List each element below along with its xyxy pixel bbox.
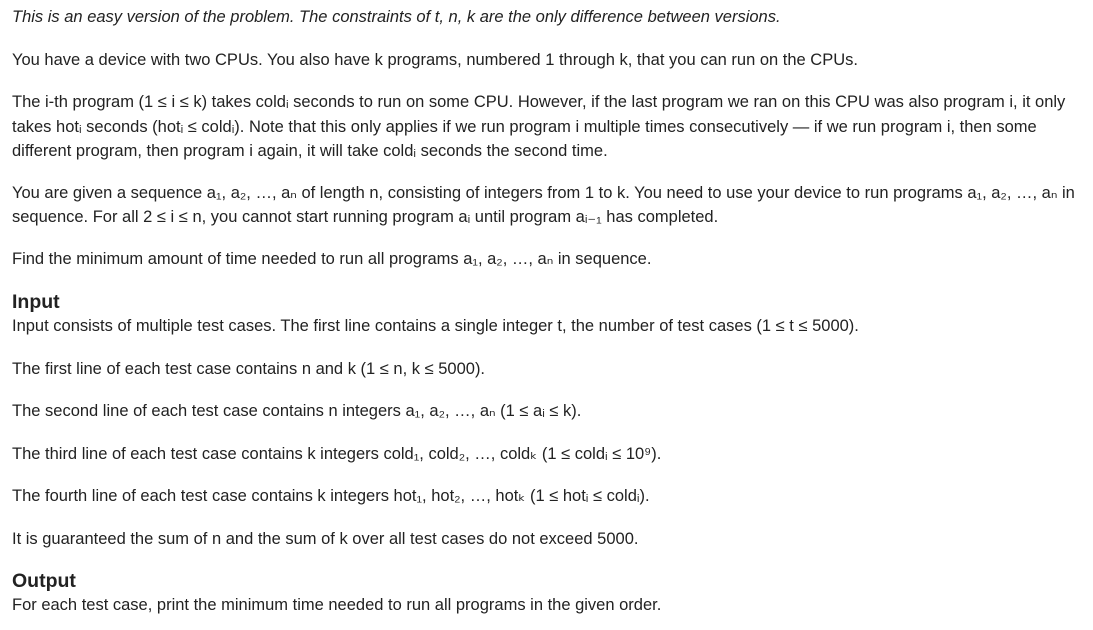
input-heading: Input	[12, 291, 60, 313]
input-line-n-k: The first line of each test case contains n and k (1 ≤ n, k ≤ 5000).	[12, 359, 486, 378]
hot-cold-paragraph: The i-th program (1 ≤ i ≤ k) takes coldᵢ seconds to run on some CPU. However, if the last program we ran on this CPU was also program i, it only takes hotᵢ seconds (hotᵢ ≤ coldᵢ). Note that this only applies if we run program i multiple times consecutively — if we run program i, then some different program, then program i again, it will take coldᵢ seconds the second time.	[12, 93, 1066, 160]
intro-paragraph: You have a device with two CPUs. You also have k programs, numbered 1 through k, that you can run on the CPUs.	[12, 50, 858, 69]
version-note: This is an easy version of the problem. The constraints of t, n, k are the only difference between versions.	[12, 8, 781, 26]
input-line-cold: The third line of each test case contains k integers cold₁, cold₂, …, coldₖ (1 ≤ coldᵢ ≤ 10⁹).	[12, 444, 662, 463]
task-paragraph: Find the minimum amount of time needed to run all programs a₁, a₂, …, aₙ in sequence.	[12, 249, 652, 268]
input-line-test-cases: Input consists of multiple test cases. The first line contains a single integer t, the number of test cases (1 ≤ t ≤ 5000).	[12, 317, 859, 335]
output-line: For each test case, print the minimum time needed to run all programs in the given order.	[12, 596, 662, 614]
input-line-sequence: The second line of each test case contains n integers a₁, a₂, …, aₙ (1 ≤ aᵢ ≤ k).	[12, 402, 582, 420]
output-heading: Output	[12, 570, 76, 592]
input-line-guarantee: It is guaranteed the sum of n and the sum of k over all test cases do not exceed 5000.	[12, 529, 639, 548]
problem-statement	[0, 5, 1093, 630]
sequence-paragraph: You are given a sequence a₁, a₂, …, aₙ of length n, consisting of integers from 1 to k. You need to use your device to run programs a₁, a₂, …, aₙ in sequence. For all 2 ≤ i ≤ n, you cannot start running program aᵢ until program aᵢ₋₁ has completed.	[12, 183, 1075, 226]
input-line-hot: The fourth line of each test case contains k integers hot₁, hot₂, …, hotₖ (1 ≤ hotᵢ ≤ coldᵢ).	[12, 487, 650, 505]
